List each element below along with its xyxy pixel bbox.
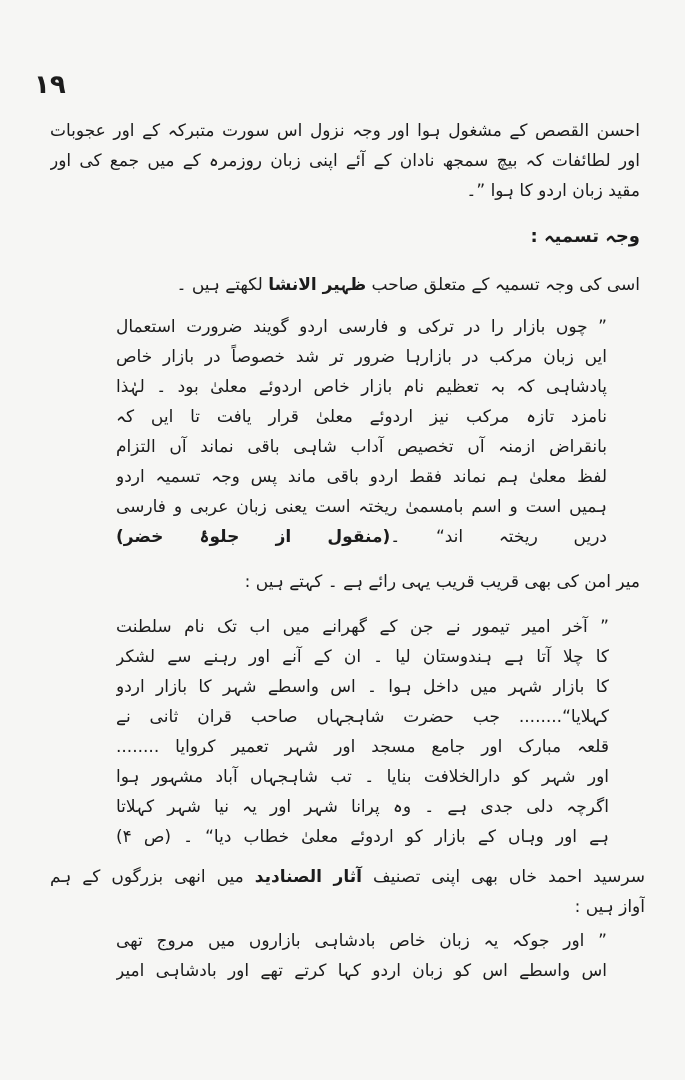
- persian-quote-line: نامزد تازہ مرکب نیز اردوئے معلیٰ قرار یافت تا ایں کہ: [116, 407, 607, 427]
- persian-quote-closing: دریں ریختہ اند“ ۔: [390, 527, 607, 547]
- sayyid-intro-paragraph: [50, 862, 645, 922]
- persian-quote-line: ” چوں بازار را در ترکی و فارسی اردو گویند ضرورت استعمال: [116, 317, 607, 337]
- mir-intro-paragraph: [50, 567, 640, 597]
- persian-quote-line: ایں زبان مرکب در بازارہا ضرور تر شد خصوصاً در بازار خاص: [116, 347, 607, 367]
- mir-quote-line: اگرچہ دلی جدی ہے ۔ وہ پرانا شہر اور یہ نیا شہر کہلاتا: [116, 797, 609, 817]
- persian-quote-line: لفظ معلیٰ ہم نماند فقط اردو باقی ماند پس وجہ تسمیہ اردو: [116, 467, 607, 487]
- zaheer-intro-paragraph: [50, 270, 640, 300]
- mir-quote-line: کا بازار شہر میں داخل ہوا ۔ اس واسطے شہر کا بازار اردو: [116, 677, 609, 697]
- mir-intro-line: میر امن کی بھی قریب قریب یہی رائے ہے ۔ کہتے ہیں :: [244, 572, 640, 592]
- mir-quote-line: قلعہ مبارک اور جامع مسجد اور شہر تعمیر کروایا ........: [116, 737, 609, 757]
- sayyid-prefix: سرسید احمد خاں بھی اپنی تصنیف: [361, 867, 645, 887]
- intro-line: اور لطائفات کہ بیچ سمجھ نادان کے آئے اپنی زبان روزمرہ کے میں جمع کی اور: [50, 151, 640, 171]
- mir-quote-line: کہلایا“........ جب حضرت شاہجہاں صاحب قران ثانی نے: [116, 707, 609, 727]
- mir-quote-line: اور شہر کو دارالخلافت بنایا ۔ تب شاہجہاں آباد مشہور ہوا: [116, 767, 609, 787]
- persian-quote-line: ہمیں است و اسم بامسمیٰ ریختہ است یعنی زبان عربی و فارسی: [116, 497, 607, 517]
- sayyid-quote-line: ” اور جوکہ یہ زبان خاص بادشاہی بازاروں میں مروج تھی: [116, 931, 607, 951]
- sayyid-book-title: آثار الصنادید: [254, 867, 362, 887]
- sayyid-suffix: میں انھی بزرگوں کے ہم: [50, 867, 255, 887]
- intro-line: مقید زبان اردو کا ہوا ”۔: [466, 181, 640, 201]
- zaheer-book-name: ظہیر الانشا: [268, 275, 367, 295]
- mir-quote: [116, 612, 609, 852]
- persian-quote-last-line: [116, 522, 607, 552]
- section-heading: وجہ تسمیہ :: [530, 226, 640, 247]
- sayyid-intro-line: آواز ہیں :: [574, 897, 645, 917]
- intro-paragraph: [50, 116, 640, 206]
- mir-quote-line: کا چلا آتا ہے ہندوستان لیا ۔ ان کے آنے اور رہنے سے لشکر: [116, 647, 609, 667]
- zaheer-suffix: لکھتے ہیں ۔: [176, 275, 269, 295]
- quote-source: (منقول از جلوۂ خضر): [116, 527, 391, 547]
- sayyid-quote: [116, 926, 607, 986]
- persian-quote: [116, 312, 607, 552]
- intro-line: احسن القصص کے مشغول ہوا اور وجہ نزول اس سورت متبرکہ کے اور عجوبات: [50, 121, 640, 141]
- mir-quote-line: ہے اور وہاں کے بازار کو اردوئے معلیٰ خطاب دیا“ ۔ (ص ۴): [116, 827, 609, 847]
- sayyid-intro-line: [50, 862, 645, 892]
- zaheer-intro-line: [50, 270, 640, 300]
- page-number: ١٩: [34, 70, 66, 100]
- persian-quote-line: پادشاہی کہ بہ تعظیم نام بازار خاص اردوئے معلیٰ بود ۔ لہٰذا: [116, 377, 607, 397]
- sayyid-quote-line: اس واسطے اس کو زبان اردو کہا کرتے تھے اور بادشاہی امیر: [116, 961, 607, 981]
- persian-quote-line: بانقراض ازمنہ آں تخصیص آداب شاہی باقی نماند آں التزام: [116, 437, 607, 457]
- zaheer-prefix: اسی کی وجہ تسمیہ کے متعلق صاحب: [366, 275, 640, 295]
- mir-quote-line: ” آخر امیر تیمور نے جن کے گھرانے میں اب تک نام سلطنت: [116, 617, 609, 637]
